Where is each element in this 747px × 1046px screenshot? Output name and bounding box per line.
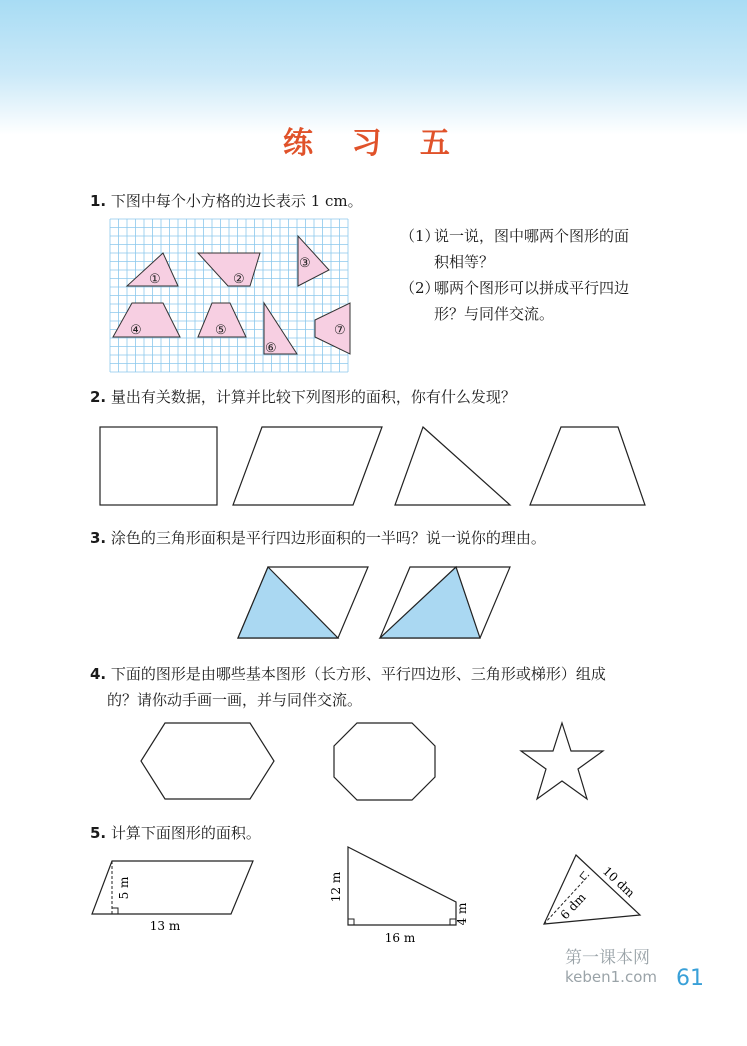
q2-triangle <box>395 427 510 505</box>
q1-note-2-line2: 形？与同伴交流。 <box>434 305 555 323</box>
label-7: ⑦ <box>334 323 346 338</box>
q1-note-1 <box>400 223 629 249</box>
q2-parallelogram <box>233 427 382 505</box>
q5-fig1-height-label: 5 m <box>117 876 131 900</box>
q2-shapes <box>100 427 660 507</box>
page-title: 练 习 五 <box>283 126 464 161</box>
q5-text: 计算下面图形的面积。 <box>110 824 261 842</box>
q1-notes <box>400 223 629 327</box>
q5-triangle-figure <box>540 853 650 933</box>
q4-number: 4. <box>90 665 107 683</box>
q5-fig2-bottom-label: 16 m <box>384 931 416 945</box>
q5-trapezoid-figure <box>330 845 480 945</box>
q4-line1: 下面的图形是由哪些基本图形（长方形、平行四边形、三角形或梯形）组成 <box>110 665 606 683</box>
right-angle-mark <box>580 871 585 880</box>
q3-text: 涂色的三角形面积是平行四边形面积的一半吗？说一说你的理由。 <box>110 529 546 547</box>
q1-note-1-line1: 说一说，图中哪两个图形的面 <box>434 227 630 245</box>
q4-star <box>521 723 603 799</box>
q1-text: 下图中每个小方格的边长表示 1 cm。 <box>110 192 363 210</box>
shape-4-trapezoid <box>113 303 180 337</box>
q2-text: 量出有关数据，计算并比较下列图形的面积，你有什么发现？ <box>110 388 516 406</box>
q5-fig3-side-label: 10 dm <box>600 863 638 901</box>
q5-fig3-height-label: 6 dm <box>557 890 589 923</box>
q1-note-1-num: （1） <box>400 227 440 245</box>
q2-prompt <box>90 387 516 407</box>
right-angle-mark <box>112 908 118 914</box>
label-4: ④ <box>130 323 142 338</box>
watermark-line1: 第一课本网 <box>565 948 650 968</box>
q2-trapezoid <box>530 427 645 505</box>
q1-grid-figure <box>110 219 350 371</box>
q1-note-1-cont <box>400 249 629 275</box>
watermark-line2: keben1.com <box>565 968 657 986</box>
q1-note-indent <box>400 301 434 327</box>
shape-2-trapezoid <box>198 253 260 286</box>
grid-lines <box>110 219 348 372</box>
q4-prompt <box>90 664 606 684</box>
q3-figures <box>238 567 518 639</box>
q1-note-2-line1: 哪两个图形可以拼成平行四边 <box>434 279 630 297</box>
q1-note-2-num: （2） <box>400 279 440 297</box>
label-5: ⑤ <box>215 323 227 338</box>
q5-fig1-base-label: 13 m <box>149 919 181 933</box>
q1-prompt <box>90 191 363 211</box>
q5-prompt <box>90 823 261 843</box>
q1-note-2 <box>400 275 629 301</box>
page-number: 61 <box>676 966 704 991</box>
header-band <box>0 0 747 135</box>
right-angle-mark <box>348 919 354 925</box>
q4-octagon <box>334 723 435 800</box>
q2-number: 2. <box>90 388 107 406</box>
q5-right-trapezoid <box>348 847 456 925</box>
label-2: ② <box>233 272 245 287</box>
q1-note-1-line2: 积相等？ <box>434 253 495 271</box>
q5-fig2-right-label: 4 m <box>455 902 469 926</box>
q1-note-indent <box>400 249 434 275</box>
label-1: ① <box>149 272 161 287</box>
q3-prompt <box>90 528 546 548</box>
q1-note-2-cont <box>400 301 629 327</box>
q5-number: 5. <box>90 824 107 842</box>
q3-number: 3. <box>90 529 107 547</box>
q2-rectangle <box>100 427 217 505</box>
q1-number: 1. <box>90 192 107 210</box>
q4-prompt-cont <box>107 690 362 710</box>
q4-shapes <box>140 721 610 801</box>
label-6: ⑥ <box>265 341 277 356</box>
q5-parallelogram-figure <box>90 855 260 935</box>
q4-hexagon <box>141 723 274 799</box>
q4-line2: 的？请你动手画一画，并与同伴交流。 <box>107 691 363 709</box>
q5-fig2-left-label: 12 m <box>329 871 343 903</box>
label-3: ③ <box>299 256 311 271</box>
